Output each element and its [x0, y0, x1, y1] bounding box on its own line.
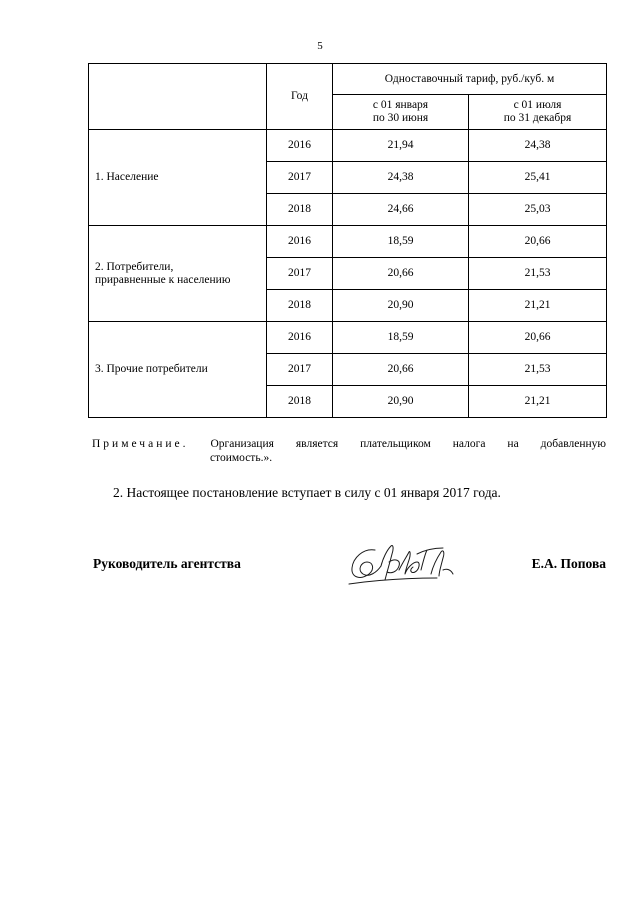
note-word: плательщиком — [360, 438, 431, 450]
tariff-first-half-cell: 21,94 — [333, 130, 469, 162]
tariff-first-half-cell: 18,59 — [333, 226, 469, 258]
category-cell: 3. Прочие потребители — [89, 322, 267, 418]
tariff-second-half-cell: 25,41 — [469, 162, 607, 194]
tariff-second-half-cell: 21,21 — [469, 386, 607, 418]
header-tariff: Одноставочный тариф, руб./куб. м — [333, 64, 607, 95]
tariff-first-half-cell: 24,38 — [333, 162, 469, 194]
tariff-second-half-cell: 20,66 — [469, 322, 607, 354]
tariff-second-half-cell: 24,38 — [469, 130, 607, 162]
year-cell: 2018 — [267, 194, 333, 226]
year-cell: 2018 — [267, 290, 333, 322]
year-cell: 2017 — [267, 258, 333, 290]
header-period-second-half: с 01 июля по 31 декабря — [469, 95, 607, 130]
tariff-first-half-cell: 20,66 — [333, 258, 469, 290]
note-word: на — [507, 438, 519, 450]
year-cell: 2017 — [267, 162, 333, 194]
tariff-first-half-cell: 18,59 — [333, 322, 469, 354]
note-word: Организация — [210, 438, 274, 450]
note-word: является — [295, 438, 339, 450]
tariff-table — [88, 63, 607, 418]
signer-title: Руководитель агентства — [93, 556, 241, 571]
tariff-second-half-cell: 25,03 — [469, 194, 607, 226]
table-row — [89, 130, 607, 162]
note-line-2: стоимость.». — [210, 452, 273, 464]
note-word: добавленную — [540, 438, 606, 450]
page-number: 5 — [317, 40, 323, 52]
year-cell: 2017 — [267, 354, 333, 386]
tariff-first-half-cell: 24,66 — [333, 194, 469, 226]
year-cell: 2016 — [267, 322, 333, 354]
tariff-second-half-cell: 21,21 — [469, 290, 607, 322]
tariff-second-half-cell: 20,66 — [469, 226, 607, 258]
tariff-second-half-cell: 21,53 — [469, 354, 607, 386]
note-word: налога — [452, 438, 486, 450]
handwritten-signature — [347, 540, 459, 588]
table-note — [92, 437, 606, 465]
header-year: Год — [267, 64, 333, 130]
table-row — [89, 226, 607, 258]
signer-name: Е.А. Попова — [531, 556, 606, 571]
year-cell: 2016 — [267, 130, 333, 162]
category-cell: 1. Население — [89, 130, 267, 226]
header-period-first-half: с 01 января по 30 июня — [333, 95, 469, 130]
table-row — [89, 322, 607, 354]
category-cell: 2. Потребители, приравненные к населению — [89, 226, 267, 322]
tariff-first-half-cell: 20,90 — [333, 386, 469, 418]
tariff-first-half-cell: 20,66 — [333, 354, 469, 386]
year-cell: 2018 — [267, 386, 333, 418]
tariff-second-half-cell: 21,53 — [469, 258, 607, 290]
year-cell: 2016 — [267, 226, 333, 258]
tariff-first-half-cell: 20,90 — [333, 290, 469, 322]
note-label: Примечание. — [92, 438, 189, 450]
header-category — [89, 64, 267, 130]
effective-date-clause: 2. Настоящее постановление вступает в силу с 01 января 2017 года. — [113, 485, 501, 500]
